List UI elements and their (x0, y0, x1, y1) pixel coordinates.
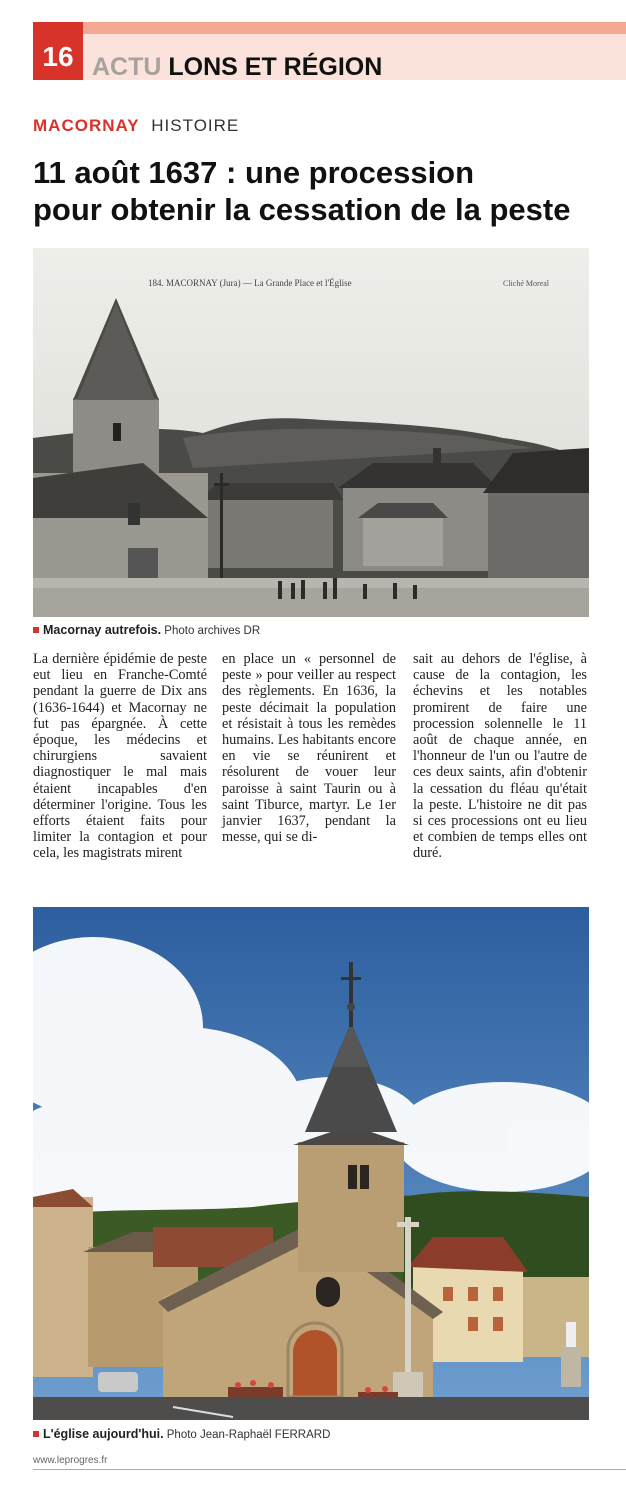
old-caption-credit: Photo archives DR (164, 625, 261, 637)
header-top-line (33, 22, 626, 34)
caption-bullet (33, 1431, 39, 1437)
postcard-credit-text: Cliché Moreal (503, 279, 549, 288)
footer-rule (33, 1469, 626, 1470)
modern-photo-caption (33, 1427, 330, 1441)
modern-caption-title: L'église aujourd'hui. (43, 1427, 164, 1441)
old-caption-title: Macornay autrefois. (43, 623, 162, 637)
article-column-2 (222, 651, 396, 845)
article-title (33, 154, 593, 228)
modern-caption-credit: Photo Jean-Raphaël FERRARD (166, 1429, 331, 1441)
title-line-1: 11 août 1637 : une procession (33, 155, 475, 190)
modern-church-photo (33, 907, 589, 1420)
section-name: LONS ET RÉGION (168, 53, 383, 81)
article-column-1 (33, 651, 207, 862)
title-line-2: pour obtenir la cessation de la peste (33, 192, 571, 227)
column-2-text: en place un « personnel de peste » pour veiller au respect des règlements. En 1636, la peste décimait la population et résistait à tous les remèdes humains. Les habitants encore en vie se réunirent et résolurent de vouer leur paroisse à saint Taurin ou à saint Tiburce, martyr. Le 1er janvier 1637, pendant la messe, qui se di- (222, 651, 396, 846)
kicker-category: HISTOIRE (151, 116, 240, 135)
old-postcard-photo (33, 248, 589, 617)
page-number: 16 (33, 22, 83, 80)
section-prefix: ACTU (92, 53, 162, 81)
article-kicker (33, 116, 239, 136)
footer-url: www.leprogres.fr (33, 1455, 108, 1466)
column-3-text: sait au dehors de l'église, à cause de la contagion, les échevins et les notables promirent de faire une procession solennelle le 11 août de chaque année, en l'honneur de l'un ou l'autre de ces deux saints, afin d'obtenir la cessation du fléau qu'était la peste. L'histoire ne dit pas si ces processions ont eu lieu et combien de temps elles ont duré. (413, 651, 587, 862)
caption-bullet (33, 627, 39, 633)
postcard-caption-text: 184. MACORNAY (Jura) — La Grande Place et l'Église (148, 278, 352, 288)
section-title (92, 52, 382, 82)
old-photo-caption (33, 623, 260, 637)
article-column-3 (413, 651, 587, 862)
column-1-text: La dernière épidémie de peste eut lieu en Franche-Comté pendant la guerre de Dix ans (1636-1644) et Macornay ne fut pas épargnée. À cette époque, les médecins et chirurgiens savaient diagnostiquer le mal mais étaient incapables d'en déterminer l'origine. Tous les efforts étaient faits pour limiter la contagion et pour cela, les magistrats mirent (33, 651, 207, 862)
kicker-place: MACORNAY (33, 116, 140, 135)
